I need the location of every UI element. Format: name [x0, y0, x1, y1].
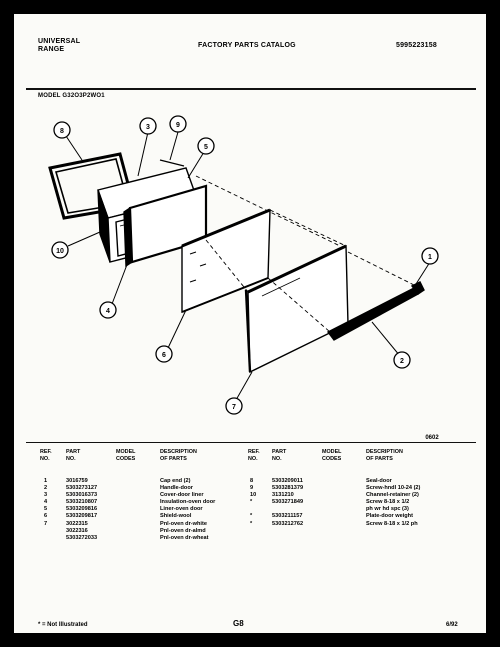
catalog-number: 5995223158 — [396, 42, 437, 49]
table-cell: 4 — [44, 499, 48, 506]
callout-10: 10 — [56, 248, 64, 255]
table-cell — [272, 506, 322, 513]
table-cell: Channel-retainer (2) — [366, 492, 419, 499]
col-model-left: MODEL CODES — [116, 449, 136, 462]
catalog-title: FACTORY PARTS CATALOG — [198, 42, 296, 49]
col-desc-left: DESCRIPTION OF PARTS — [160, 449, 197, 462]
model-label: MODEL G32O3P2WO1 — [38, 93, 105, 99]
brand-line1: UNIVERSAL — [38, 38, 81, 45]
table-cell: * — [250, 499, 253, 506]
table-cell: Shield-wool — [160, 513, 192, 520]
table-cell: 5303212762 — [272, 520, 304, 527]
table-cell: 5303209816 — [66, 506, 98, 513]
left-desc-column — [160, 478, 244, 542]
table-cell: 3131210 — [272, 492, 294, 499]
page-code: G8 — [233, 619, 244, 628]
left-ref-column — [44, 478, 60, 542]
callout-6: 6 — [162, 352, 166, 359]
table-cell — [44, 528, 60, 535]
callout-2: 2 — [400, 358, 404, 365]
footnote: * = Not Illustrated — [38, 622, 88, 628]
print-date: 6/92 — [446, 622, 458, 628]
callout-5: 5 — [204, 144, 208, 151]
callout-9: 9 — [176, 122, 180, 129]
col-part-right: PART NO. — [272, 449, 287, 462]
table-cell: 6 — [44, 513, 48, 520]
col-ref-right: REF. NO. — [248, 449, 260, 462]
right-ref-column — [250, 478, 266, 528]
table-cell: Pnl-oven dr-white — [160, 520, 207, 527]
table-cell: ph wr hd spc (3) — [366, 506, 409, 513]
table-cell: Cover-door liner — [160, 492, 204, 499]
left-part-column — [66, 478, 116, 542]
table-cell: Insulation-oven door — [160, 499, 216, 506]
table-cell: 5 — [44, 506, 48, 513]
table-cell: 3022316 — [66, 527, 88, 534]
table-cell: 5303016373 — [66, 492, 98, 499]
table-cell: Screw 8-18 x 1/2 — [366, 499, 410, 506]
table-cell: 3022315 — [66, 520, 88, 527]
table-cell — [44, 535, 60, 542]
table-cell: * — [250, 513, 253, 520]
table-cell: Plate-door weight — [366, 513, 413, 520]
table-cell: 5303209817 — [66, 513, 98, 520]
callout-8: 8 — [60, 128, 64, 135]
table-cell: 7 — [44, 520, 48, 527]
table-cell: Liner-oven door — [160, 506, 203, 513]
right-part-column — [272, 478, 322, 528]
table-cell: 3 — [44, 492, 48, 499]
table-cell: 3016759 — [66, 478, 88, 484]
callout-7: 7 — [232, 404, 236, 411]
table-cell: Pnl-oven dr-almd — [160, 527, 206, 534]
right-desc-column — [366, 478, 466, 528]
table-cell: Pnl-oven dr-wheat — [160, 534, 209, 541]
table-cell: * — [250, 520, 253, 527]
table-top-rule — [26, 442, 476, 443]
col-desc-right: DESCRIPTION OF PARTS — [366, 449, 403, 462]
callout-4: 4 — [106, 308, 110, 315]
table-cell: Cap end (2) — [160, 478, 191, 484]
table-cell: Screw-hndl 10-24 (2) — [366, 485, 421, 492]
table-cell: 2 — [44, 485, 48, 492]
table-cell: 5303272033 — [66, 534, 98, 541]
table-cell: 5303271849 — [272, 499, 304, 506]
table-cell: 5303211157 — [272, 513, 303, 520]
table-cell: Seal-door — [366, 478, 392, 484]
callout-1: 1 — [428, 254, 432, 261]
brand-line2: RANGE — [38, 46, 65, 53]
table-cell: Handle-door — [160, 485, 193, 492]
table-cell: 5303209011 — [272, 478, 303, 484]
col-part-left: PART NO. — [66, 449, 81, 462]
col-model-right: MODEL CODES — [322, 449, 342, 462]
table-cell: 9 — [250, 485, 254, 492]
table-cell: 8 — [250, 478, 254, 484]
diagram-code: 0602 — [425, 435, 439, 441]
table-cell: 1 — [44, 478, 48, 484]
callout-3: 3 — [146, 124, 150, 131]
table-cell: Screw 8-18 x 1/2 ph — [366, 520, 418, 527]
table-cell — [250, 506, 266, 513]
col-ref-left: REF. NO. — [40, 449, 52, 462]
screw-part — [160, 160, 184, 166]
table-cell: 10 — [250, 492, 257, 499]
table-cell: 5303273127 — [66, 485, 98, 492]
table-cell: 5303281379 — [272, 485, 304, 492]
table-cell: 5303210807 — [66, 499, 98, 506]
